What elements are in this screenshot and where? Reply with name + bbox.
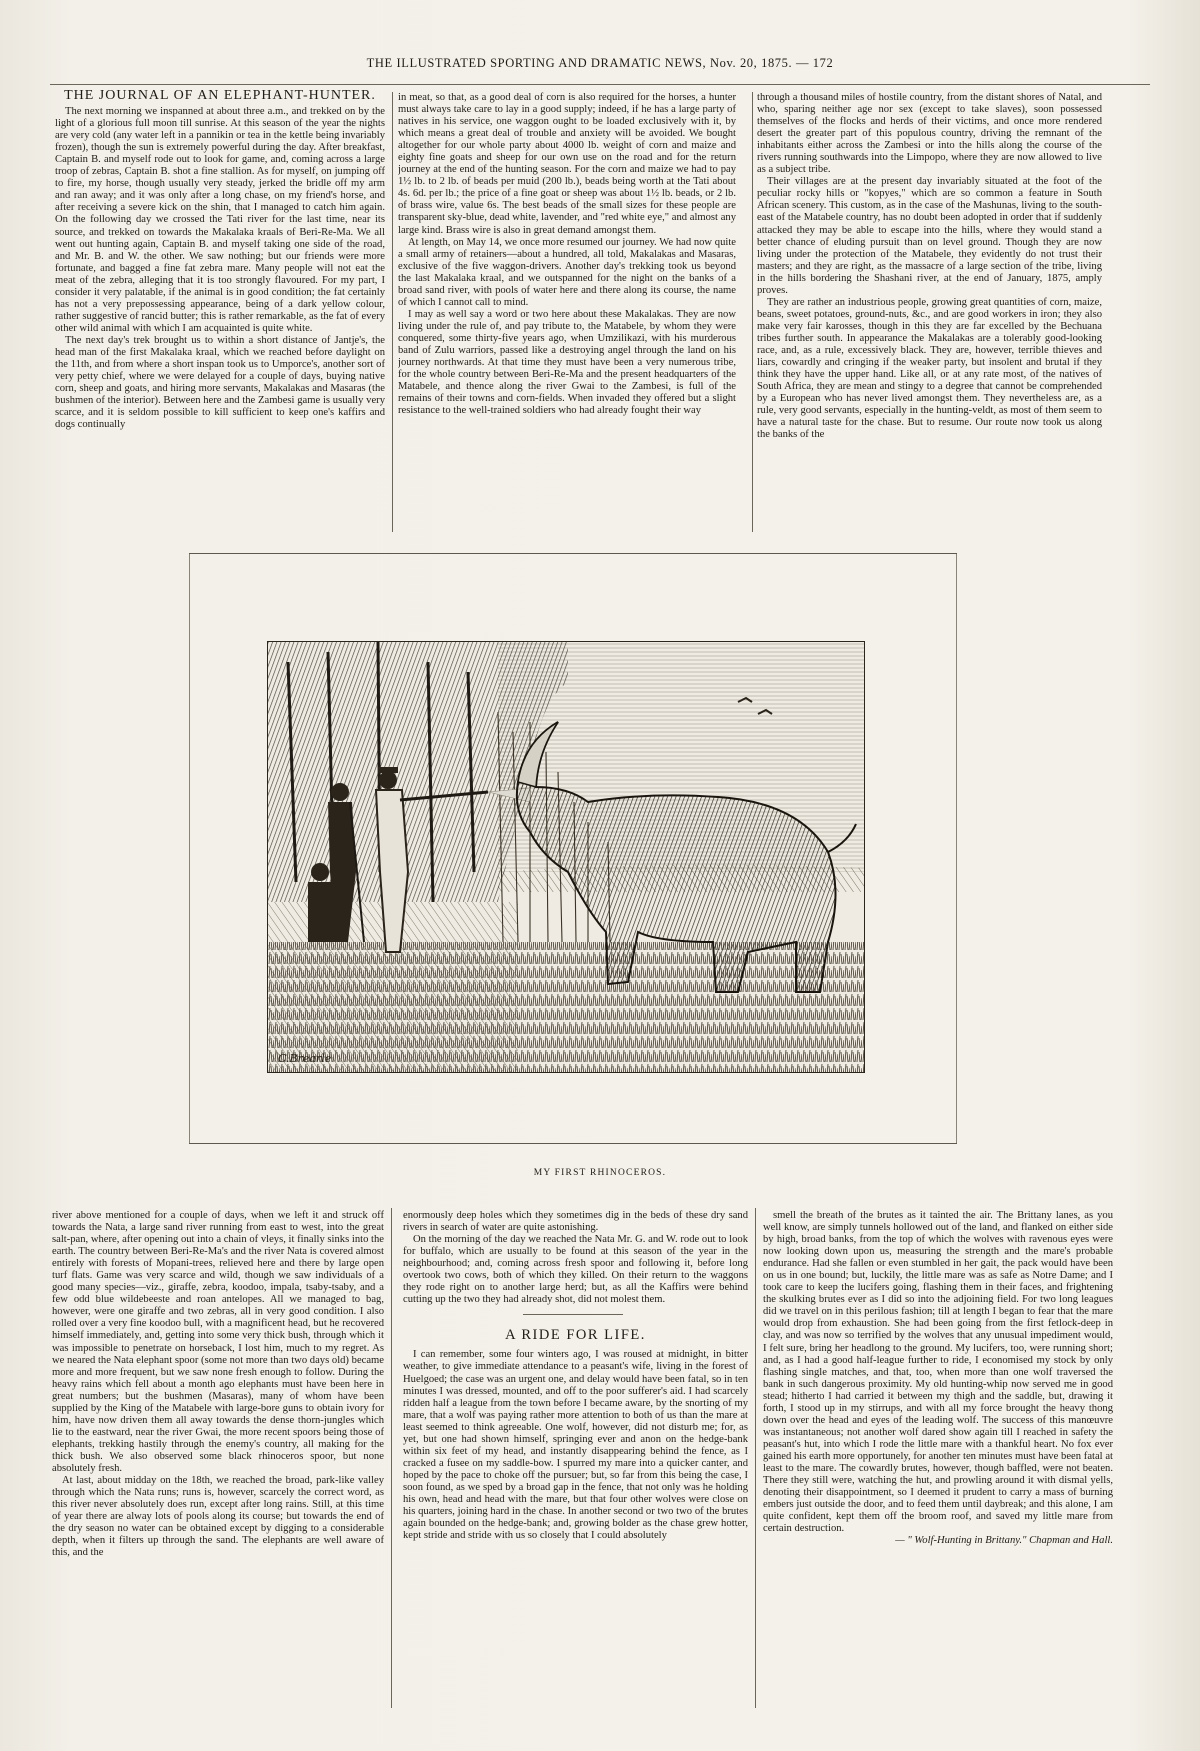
paragraph: enormously deep holes which they sometimes dig in the beds of these dry sand rivers in search of water are quite astonishing.	[403, 1210, 748, 1234]
article-column-1	[55, 90, 385, 532]
illustration-caption: MY FIRST RHINOCEROS.	[533, 1168, 667, 1178]
article-column-2	[398, 92, 736, 532]
rhinoceros-engraving	[267, 641, 865, 1073]
column-rule	[392, 92, 393, 532]
column-rule	[752, 92, 753, 532]
column-rule	[391, 1208, 392, 1708]
column-rule	[755, 1208, 756, 1708]
running-head: THE ILLUSTRATED SPORTING AND DRAMATIC NEWS, Nov. 20, 1875. — 172	[366, 56, 834, 70]
paragraph: They are rather an industrious people, growing great quantities of corn, maize, beans, sweet potatoes, ground-nuts, &c., and are good workers in iron; they also make very fair karosses, though in this they are far excelled by the Bechuana tribes further south. In appearance the Makalakas are a tolerably good-looking race, and, as a rule, excessively black. They are, however, terrible thieves and liars, cowardly and cringing if the weaker party, but insolent and brutal if they think they have the upper hand. Like all, or at any rate most, of the natives of South Africa, they are mean and stingy to a degree that cannot be comprehended by a European who has never lived amongst them. They nevertheless are, as a rule, very good servants, especially in the hunting-veldt, as most of them seem to have a natural taste for the chase. But to resume. Our route now took us along the banks of the	[757, 296, 1102, 441]
paragraph: Their villages are at the present day invariably situated at the foot of the peculiar rocky hills or "kopyes," which are so common a feature in South African scenery. This custom, as in the case of the Mashunas, living to the south-east of the Matabele country, has no doubt been adopted in order that if suddenly attacked they may be able to escape into the hills, where they would stand a better chance of eluding pursuit than on level ground. Though they are now living under the protection of the Matabele, they evidently do not trust their masters; and they are right, as the massacre of a large section of the tribe, living in the hills bordering the Shashani river, at the end of January, 1875, amply proves.	[757, 176, 1102, 296]
header-rule	[50, 84, 1150, 85]
paragraph: I may as well say a word or two here about these Makalakas. They are now living under the rule of, and pay tribute to, the Matabele, by whom they were conquered, some thirty-five years ago, when Umzilikazi, with his murderous band of Zulu warriors, passed like a destroying angel through the land on his journey northwards. At that time they must have been a very numerous tribe, for the whole country between Beri-Re-Ma and the present headquarters of the Matabele, and thence along the river Gwai to the Zambesi, is full of the remains of their towns and corn-fields. When invaded they offered but a slight resistance to the well-trained soldiers who had already fought their way	[398, 308, 736, 417]
paragraph: river above mentioned for a couple of days, when we left it and struck off towards the Nata, a large sand river running from east to west, into the great salt-pan, where, after opening out into a chain of vleys, it finally sinks into the earth. The country between Beri-Re-Ma's and the river Nata is covered almost entirely with forests of Mopani-trees, relieved here and there by large open turf flats. Game was very scarce and wild, though we saw individuals of a good many species—viz., giraffe, zebra, koodoo, impala, tsaby-tsaby, and a few odd blue wildebeeste and roan antelopes. All we managed to bag, however, were one giraffe and two zebras, all in very good condition. I also rolled over a very fine koodoo bull, with a magnificent head, but he recovered himself immediately, and, getting into some very thick bush, through which it was impossible to penetrate on horseback, I lost him, much to my regret. As we neared the Nata elephant spoor (some not more than two days old) became more and more frequent, but we saw none fresh enough to follow. During the heavy rains which fell about a month ago elephants must have been here in great numbers; but the bushmen (Masaras), many of whom have been supplied by the King of the Matabele with large-bore guns to obtain ivory for him, have now driven them all away towards the dense thorn-jungles which lie to the eastward, near the river Gwai, the more recent spoors being those of elephants, trekking hastily through the enemy's country, all making for the thick bush. We also observed some black rhinoceros spoor, but none absolutely fresh.	[52, 1210, 384, 1474]
article-column-3	[757, 92, 1102, 532]
article-column-5	[403, 1210, 748, 1710]
paragraph: in meat, so that, as a good deal of corn is also required for the horses, a hunter must always take care to lay in a good supply; indeed, if he has a large party of natives in his service, one waggon ought to be loaded exclusively with it, by which means a great deal of trouble and anxiety will be avoided. We bought altogether for our whole party about 4000 lb. weight of corn and maize and eighty fine goats and sheep for our own use on the road and for the return journey at the end of the hunting season. For the corn and maize we had to pay 1½ lb. to 2 lb. of beads per muid (200 lb.), beads being worth at the Tati about 4s. 6d. per lb.; the price of a fine goat or sheep was about 1½ lb. beads, or 2 lb. of brass wire, value 6s. The best beads of the small sizes for these people are transparent sky-blue, dead white, lavender, and "red white eye," and almost any large kind. Brass wire is also in great demand amongst them.	[398, 92, 736, 236]
article-title: THE JOURNAL OF AN ELEPHANT-HUNTER.	[64, 90, 376, 103]
paragraph: At last, about midday on the 18th, we reached the broad, park-like valley through which the Nata runs; runs is, however, scarcely the correct word, as this river never absolutely does run, except after long rains. Still, at this time of year there are alway lots of pools along its course; but towards the end of the dry season no water can be obtained except by digging to a considerable depth, when it filters up through the sand. The elephants are well aware of this, and the	[52, 1475, 384, 1559]
paragraph: through a thousand miles of hostile country, from the distant shores of Natal, and who, sparing neither age nor sex (except to take slaves), soon possessed themselves of the flocks and herds of their victims, and once more rendered desert the greater part of this populous country, driving the remnant of the inhabitants either across the Zambesi or into the hills along the course of the rivers running southwards into the Limpopo, where they are now allowed to live as a subject tribe.	[757, 92, 1102, 176]
source-credit: — " Wolf-Hunting in Brittany." Chapman and Hall.	[895, 1535, 1113, 1547]
paragraph: On the morning of the day we reached the Nata Mr. G. and W. rode out to look for buffalo, which are usually to be found at this season of the year in the neighbourhood; and, coming across fresh spoor and following it, before long overtook two cows, both of which they killed. On their return to the waggons they rode right on to another large herd; but, as all the Kaffirs were behind cutting up the two they had already shot, did not molest them.	[403, 1234, 748, 1306]
article-column-6	[763, 1210, 1113, 1710]
article-title: A RIDE FOR LIFE.	[505, 1327, 646, 1344]
paragraph: The next day's trek brought us to within a short distance of Jantje's, the head man of the first Makalaka kraal, which we reached before daylight on the 11th, and from where a short inspan took us to Umporce's, another sort of very petty chief, where we were delayed for a couple of days, buying native corn, sheep and goats, and hiring more servants, Makalakas and Masaras (the bushmen of the interior). Between here and the Zambesi game is usually very scarce, and it is seldom possible to kill sufficient to keep one's kaffirs and dogs continually	[55, 334, 385, 431]
paragraph: smell the breath of the brutes as it tainted the air. The Brittany lanes, as you well know, are simply tunnels hollowed out of the land, and flanked on either side by high, broad banks, from the top of which the wolves with ravenous eyes were now looking down upon us, measuring the strength and the mare's probable endurance. Had she fallen or even stumbled in her gait, the pack would have been on us in one bound; but, luckily, the little mare was as safe as Notre Dame; and I took care to keep the lucifers going, flashing them in their faces, and frightening the skulking brutes ever as I did so into the adjoining field. For two long leagues did we travel on in this perilous fashion; till at length I began to fear that the mare would drop from exhaustion. She had been going from the first fetlock-deep in clay, and was now so terrified by the wolves that any unusual impediment would, I felt sure, bring her headlong to the ground. My lucifers, too, were running short; and, as I had a good half-league further to ride, I economised my stock by only flashing single matches, and that, too, when more than one wolf traversed the bank in such dangerous proximity. My old hunting-whip now served me in good stead; hitherto I had carried it between my thigh and the saddle, but, drawing it forth, I stood up in my stirrups, and with all my force brought the heavy thong down over the head and eyes of the leading wolf. The success of this manœuvre was instantaneous; not another wolf dared show again till I reached in safety the peasant's hut, into which I rode the little mare with a thankful heart. No fox ever gained his earth more opportunely, for another ten minutes must have been fatal at least to the mare. The cowardly brutes, however, though baffled, were not beaten. There they still were, watching the hut, and prowling around it with dismal yells, denoting their disappointment, so I deemed it prudent to carry a mass of burning embers just outside the door, and to feed them until daybreak; and this alone, I am quite confident, kept them off the broom roof, and saved my little mare from certain destruction.	[763, 1210, 1113, 1535]
article-separator	[523, 1314, 623, 1315]
article-column-4	[52, 1210, 384, 1710]
paragraph: I can remember, some four winters ago, I was roused at midnight, in bitter weather, to give immediate attendance to a peasant's wife, living in the forest of Huelgoed; the case was an urgent one, and delay would have been fatal, so in ten minutes I was dressed, mounted, and off to the poor sufferer's aid. I had scarcely ridden half a league from the town before I became aware, by the snorting of my mare, that a wolf was paying rather more attention to both of us than the mare at least seemed to think agreeable. One wolf, however, did not disturb me; for, as yet, but one had shown himself, springing ever and anon on the hedge-bank within six feet of my head, and instantly disappearing behind the fence, as I cracked a fusee on my saddle-bow. I spurred my mare into a quicker canter, and hoped by the pace to choke off the pursuer; but, so far from this being the case, I soon found, as we sped by a broad gap in the fence, that not only was he holding his own, head and head with the mare, but that four other wolves were close on his quarters, joining hard in the chase. In another second or two two of the brutes again bounded on the hedge-bank; and, growing bolder as the chase grew hotter, kept stride and stride with us so closely that I could absolutely	[403, 1349, 748, 1542]
paragraph: The next morning we inspanned at about three a.m., and trekked on by the light of a glorious full moon till sunrise. At this season of the year the nights are very cold (any water left in a pannikin or tea in the kettle being invariably frozen), though the sun is extremely powerful during the day. After breakfast, Captain B. and myself rode out to look for game, and, coming across a large troop of zebras, Captain B. shot a fine stallion. As for myself, on jumping off to fire, my horse, though usually very steady, jerked the bridle off my arm and ran away; and it was only after a long chase, on my friend's horse, and after receiving a severe kick on the shin, that I managed to catch him again. On the following day we crossed the Tati river for the last time, near its source, and trekked on towards the Makalaka kraals of Beri-Re-Ma. We all went out hunting again, Captain B. and myself taking one side of the road, and Mr. B. and W. the other. We saw nothing; but our friends were more fortunate, and bagged a fine fat zebra mare. Many people will not eat the meat of the zebra, alleging that it is too strongly flavoured. For my part, I consider it very palatable, if the animal is in good condition; the fat certainly has not a very prepossessing appearance, being of a dark yellow colour, rather suggestive of rancid butter; this is rather remarkable, as the fat of every other wild animal with which I am acquainted is quite white.	[55, 106, 385, 334]
svg-text:C.Brearle: C.Brearle	[278, 1052, 332, 1065]
paragraph: At length, on May 14, we once more resumed our journey. We had now quite a small army of retainers—about a hundred, all told, Makalakas and Masaras, exclusive of the five waggon-drivers. Another day's trekking took us beyond the last Makalaka kraal, and we outspanned for the night on the banks of a broad sand river, with pools of water here and there along its course, the name of which I cannot call to mind.	[398, 236, 736, 308]
